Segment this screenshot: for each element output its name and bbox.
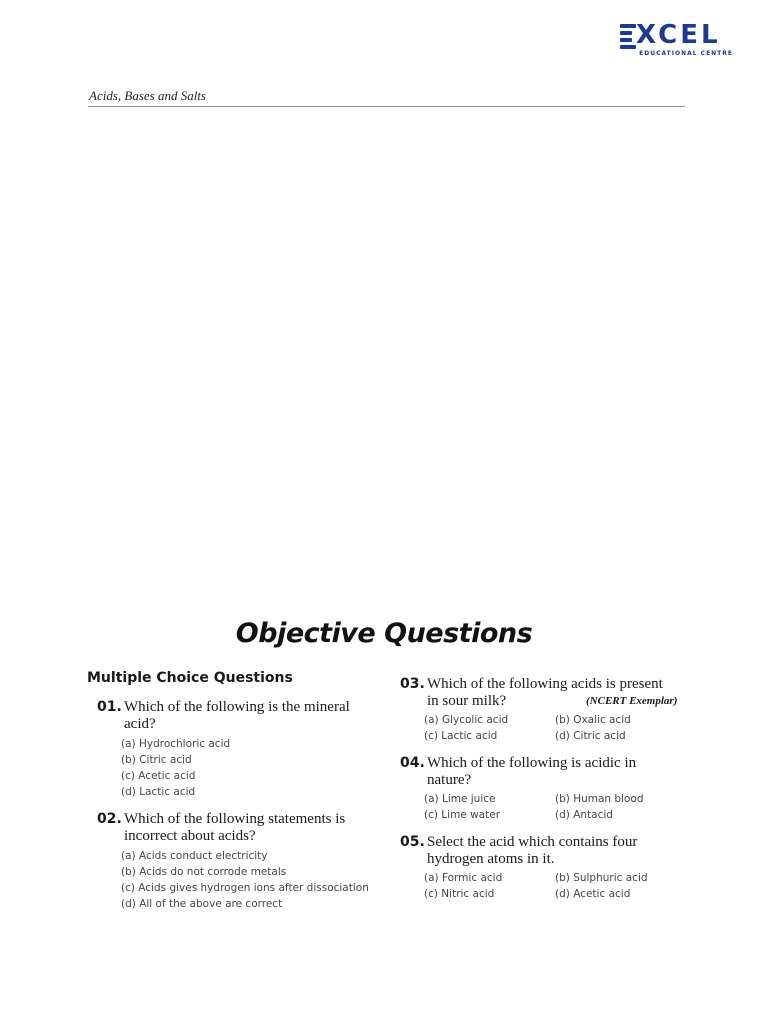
- question-text: Which of the following statements is incorrect about acids?: [124, 811, 346, 844]
- option: (d) Citric acid: [555, 730, 626, 742]
- question-number: 04.: [400, 755, 425, 771]
- option: (c) Nitric acid: [424, 888, 495, 900]
- option: (a) Glycolic acid: [424, 714, 509, 726]
- option: (a) Lime juice: [424, 793, 496, 805]
- question-number: 01.: [97, 699, 122, 715]
- option: (a) Formic acid: [424, 872, 503, 884]
- question-number: 02.: [97, 811, 122, 827]
- option: (c) Acids gives hydrogen ions after dissociation: [121, 882, 369, 894]
- option: (b) Human blood: [555, 793, 644, 805]
- section-heading: Objective Questions: [235, 618, 533, 649]
- question-text: Select the acid which contains four hydrogen atoms in it.: [427, 834, 638, 867]
- source-tag: (NCERT Exemplar): [586, 695, 678, 707]
- option: (c) Lactic acid: [424, 730, 498, 742]
- chapter-title: Acids, Bases and Salts: [89, 88, 206, 103]
- question-number: 03.: [400, 676, 425, 692]
- option: (b) Sulphuric acid: [555, 872, 648, 884]
- logo-subtitle: EDUCATIONAL CENTRE: [639, 50, 733, 57]
- excel-logo: [620, 22, 740, 62]
- mcq-subheading: Multiple Choice Questions: [87, 670, 293, 686]
- option: (d) All of the above are correct: [121, 898, 283, 910]
- option: (b) Oxalic acid: [555, 714, 631, 726]
- option: (b) Acids do not corrode metals: [121, 866, 287, 878]
- question-text: Which of the following acids is present in sour milk?: [427, 676, 663, 709]
- option: (c) Acetic acid: [121, 770, 196, 782]
- question-text: Which of the following is acidic in nature?: [427, 755, 637, 788]
- option: (a) Hydrochloric acid: [121, 738, 231, 750]
- option: (d) Lactic acid: [121, 786, 196, 798]
- header-divider: [88, 106, 685, 107]
- option: (b) Citric acid: [121, 754, 192, 766]
- option: (d) Antacid: [555, 809, 613, 821]
- option: (a) Acids conduct electricity: [121, 850, 268, 862]
- question-number: 05.: [400, 834, 425, 850]
- option: (d) Acetic acid: [555, 888, 631, 900]
- logo-wordmark: XCEL: [636, 20, 721, 50]
- question-text: Which of the following is the mineral acid?: [124, 699, 350, 732]
- option: (c) Lime water: [424, 809, 501, 821]
